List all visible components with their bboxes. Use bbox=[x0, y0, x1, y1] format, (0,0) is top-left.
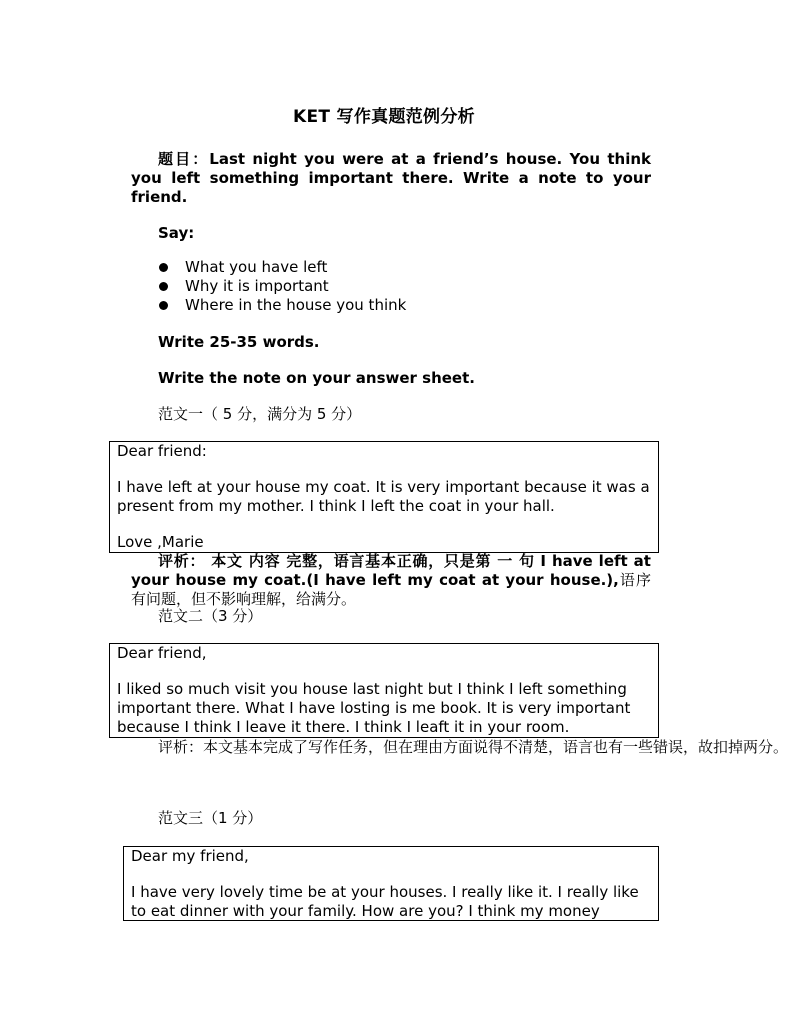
sample3-answer-box bbox=[123, 846, 659, 921]
sample1-heading: 范文一（ 5 分，满分为 5 分） bbox=[158, 405, 362, 423]
bullet-icon bbox=[159, 282, 168, 291]
sample1-answer-box bbox=[109, 441, 659, 553]
sample2-body: I liked so much visit you house last night but I think I left something important there. What I have losting is me book. It is very important because I think I leave it there. I think I leaft it in your room. bbox=[117, 680, 631, 736]
sample3-body: I have very lovely time be at your houses. I really like it. I really like to eat dinner with your family. How are you? I think my money bbox=[131, 883, 639, 920]
bullet-icon bbox=[159, 301, 168, 310]
sample1-closing: Love ,Marie bbox=[117, 533, 204, 551]
bullet-icon bbox=[159, 263, 168, 272]
sample2-comment: 评析：本文基本完成了写作任务，但在理由方面说得不清楚，语言也有一些错误，故扣掉两分。 bbox=[158, 738, 788, 756]
task-prompt: 题目：Last night you were at a friend’s house. You think you left something important there. Write a note to your friend. bbox=[131, 150, 651, 206]
content-point: Why it is important bbox=[131, 277, 406, 296]
sample2-heading: 范文二（3 分） bbox=[158, 607, 263, 625]
sample1-comment: 评析： 本文 内容 完整，语言基本正确，只是第 一 句 I have left at your house my coat.(I have left my coat at your house.),语序有问题，但不影响理解，给满分。 bbox=[131, 552, 651, 608]
content-point-list bbox=[131, 258, 406, 315]
sample3-greeting: Dear my friend, bbox=[131, 847, 249, 865]
say-label: Say: bbox=[158, 224, 195, 242]
sample1-greeting: Dear friend: bbox=[117, 442, 207, 460]
sample2-greeting: Dear friend, bbox=[117, 644, 207, 662]
sample1-body: I have left at your house my coat. It is very important because it was a present from my mother. I think I left the coat in your hall. bbox=[117, 478, 650, 515]
answer-sheet-instruction: Write the note on your answer sheet. bbox=[158, 369, 475, 387]
word-count-instruction: Write 25-35 words. bbox=[158, 333, 320, 351]
sample2-answer-box bbox=[109, 643, 659, 738]
content-point: Where in the house you think bbox=[131, 296, 406, 315]
content-point: What you have left bbox=[131, 258, 406, 277]
sample3-heading: 范文三（1 分） bbox=[158, 809, 263, 827]
page-title: KET 写作真题范例分析 bbox=[293, 107, 475, 127]
